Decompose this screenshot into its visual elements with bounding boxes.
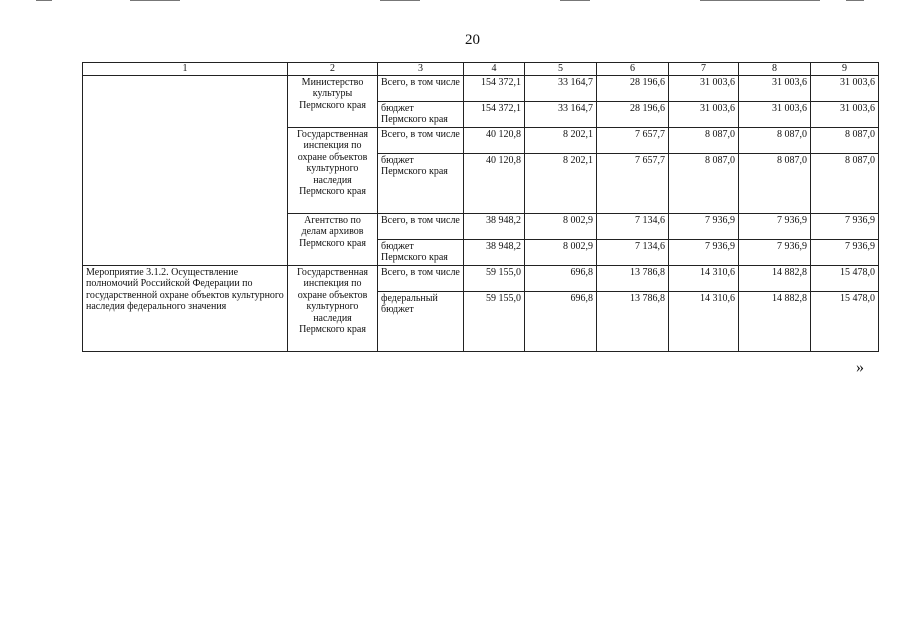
amount-cell: 8 002,9 (525, 213, 597, 239)
executor-cell: Министерство культуры Пермского края (288, 75, 378, 127)
amount-cell: 31 003,6 (739, 101, 811, 127)
column-number-header: 8 (739, 63, 811, 76)
amount-cell: 696,8 (525, 265, 597, 291)
amount-cell: 8 087,0 (739, 153, 811, 213)
amount-cell: 7 936,9 (739, 239, 811, 265)
amount-cell: 28 196,6 (597, 75, 669, 101)
amount-cell: 154 372,1 (464, 75, 525, 101)
activity-cell-empty (83, 75, 288, 265)
amount-cell: 696,8 (525, 291, 597, 351)
closing-quote: » (856, 359, 864, 376)
table-header-row (83, 63, 879, 76)
amount-cell: 7 657,7 (597, 127, 669, 153)
amount-cell: 7 134,6 (597, 239, 669, 265)
amount-cell: 8 087,0 (739, 127, 811, 153)
column-number-header: 6 (597, 63, 669, 76)
amount-cell: 14 882,8 (739, 291, 811, 351)
column-number-header: 9 (811, 63, 879, 76)
amount-cell: 8 002,9 (525, 239, 597, 265)
amount-cell: 31 003,6 (739, 75, 811, 101)
page-number: 20 (465, 32, 480, 48)
amount-cell: 8 087,0 (811, 127, 879, 153)
amount-cell: 8 087,0 (669, 127, 739, 153)
activity-name-cell: Мероприятие 3.1.2. Осуществление полномочий Российской Федерации по государственной охране объектов культурного наследия федерального значения (83, 265, 288, 351)
table-row (83, 75, 879, 101)
funding-source-cell: федеральный бюджет (378, 291, 464, 351)
amount-cell: 8 087,0 (669, 153, 739, 213)
funding-source-cell: Всего, в том числе (378, 213, 464, 239)
amount-cell: 7 936,9 (811, 213, 879, 239)
executor-cell: Агентство по делам архивов Пермского края (288, 213, 378, 265)
funding-source-cell: Всего, в том числе (378, 75, 464, 101)
amount-cell: 13 786,8 (597, 291, 669, 351)
amount-cell: 28 196,6 (597, 101, 669, 127)
amount-cell: 7 936,9 (669, 239, 739, 265)
table-row (83, 265, 879, 291)
amount-cell: 15 478,0 (811, 265, 879, 291)
amount-cell: 33 164,7 (525, 75, 597, 101)
amount-cell: 59 155,0 (464, 291, 525, 351)
executor-cell: Государственная инспекция по охране объектов культурного наследия Пермского края (288, 265, 378, 351)
amount-cell: 33 164,7 (525, 101, 597, 127)
column-number-header: 5 (525, 63, 597, 76)
funding-source-cell: Всего, в том числе (378, 265, 464, 291)
column-number-header: 4 (464, 63, 525, 76)
executor-cell: Государственная инспекция по охране объектов культурного наследия Пермского края (288, 127, 378, 213)
amount-cell: 8 202,1 (525, 127, 597, 153)
amount-cell: 38 948,2 (464, 239, 525, 265)
amount-cell: 7 936,9 (739, 213, 811, 239)
funding-source-cell: бюджет Пермского края (378, 239, 464, 265)
amount-cell: 7 134,6 (597, 213, 669, 239)
amount-cell: 8 202,1 (525, 153, 597, 213)
scan-top-marks (0, 0, 905, 4)
amount-cell: 31 003,6 (669, 101, 739, 127)
budget-table (82, 62, 879, 352)
amount-cell: 8 087,0 (811, 153, 879, 213)
funding-source-cell: Всего, в том числе (378, 127, 464, 153)
amount-cell: 14 310,6 (669, 265, 739, 291)
column-number-header: 7 (669, 63, 739, 76)
amount-cell: 59 155,0 (464, 265, 525, 291)
funding-source-cell: бюджет Пермского края (378, 101, 464, 127)
amount-cell: 38 948,2 (464, 213, 525, 239)
amount-cell: 13 786,8 (597, 265, 669, 291)
amount-cell: 7 936,9 (669, 213, 739, 239)
amount-cell: 40 120,8 (464, 127, 525, 153)
amount-cell: 14 882,8 (739, 265, 811, 291)
column-number-header: 3 (378, 63, 464, 76)
amount-cell: 154 372,1 (464, 101, 525, 127)
amount-cell: 15 478,0 (811, 291, 879, 351)
amount-cell: 31 003,6 (811, 101, 879, 127)
column-number-header: 2 (288, 63, 378, 76)
amount-cell: 7 936,9 (811, 239, 879, 265)
amount-cell: 14 310,6 (669, 291, 739, 351)
funding-source-cell: бюджет Пермского края (378, 153, 464, 213)
amount-cell: 7 657,7 (597, 153, 669, 213)
amount-cell: 31 003,6 (811, 75, 879, 101)
amount-cell: 31 003,6 (669, 75, 739, 101)
amount-cell: 40 120,8 (464, 153, 525, 213)
column-number-header: 1 (83, 63, 288, 76)
